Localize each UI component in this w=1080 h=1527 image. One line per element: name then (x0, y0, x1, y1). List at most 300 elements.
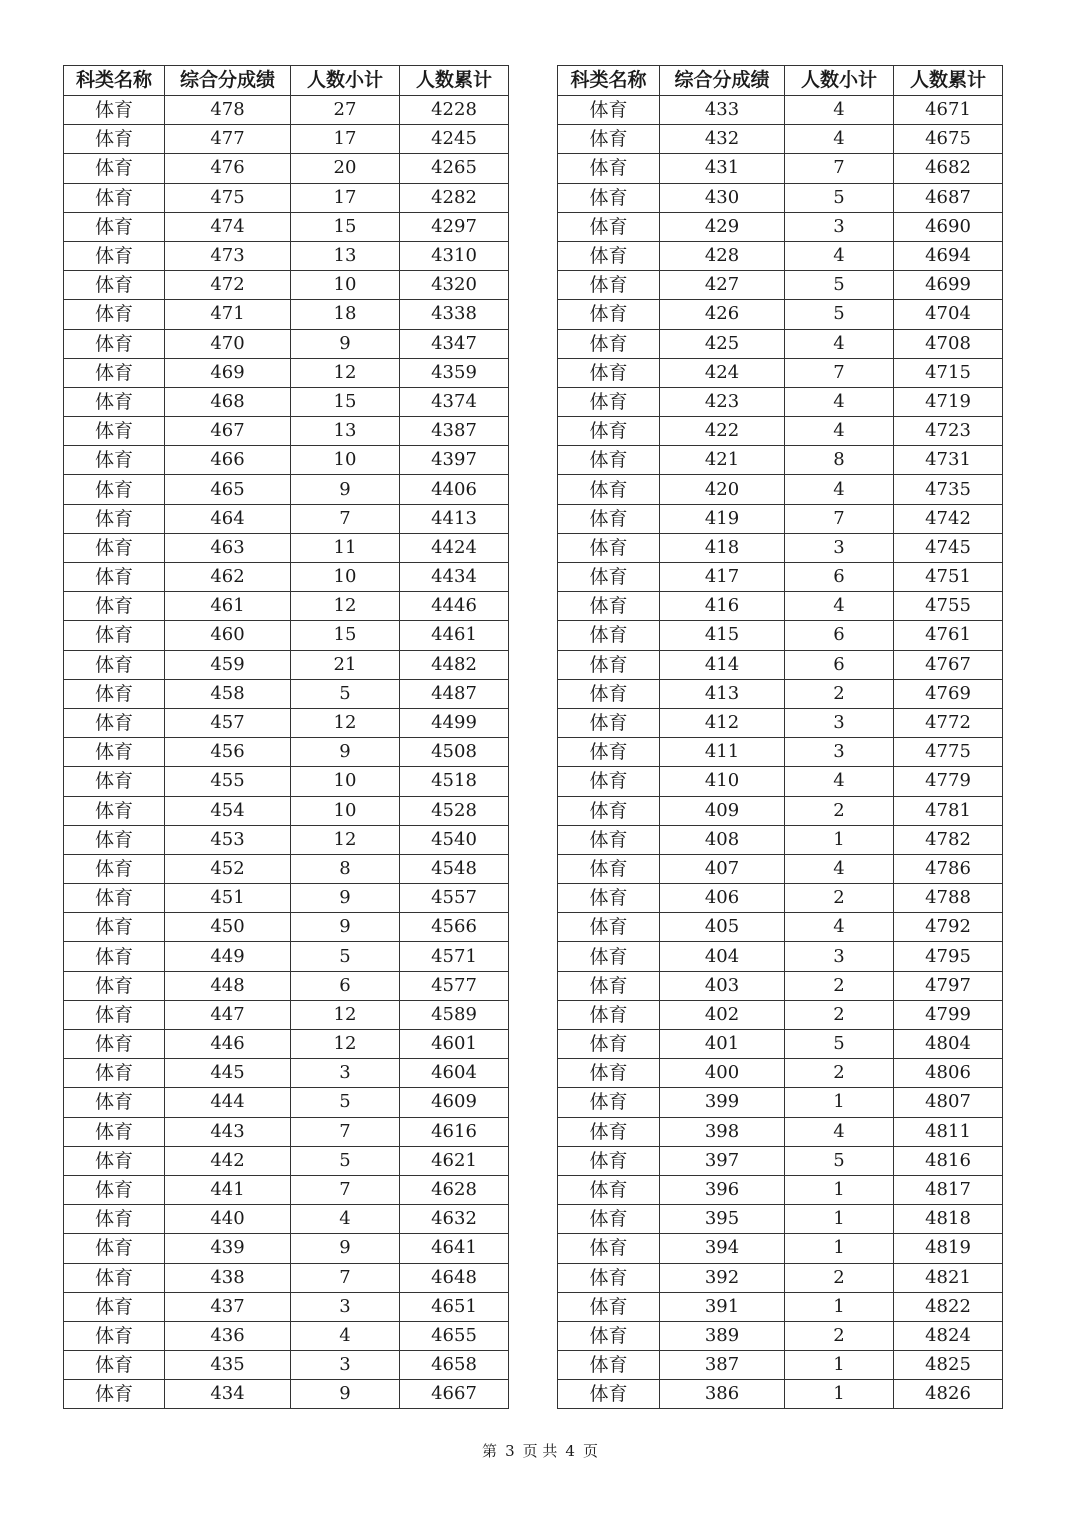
table-row (64, 329, 509, 358)
cell-cumulative: 4682 (894, 154, 1003, 183)
cell-category: 体育 (558, 1321, 660, 1350)
table-row (558, 358, 1003, 387)
cell-category: 体育 (558, 1234, 660, 1263)
table-row (558, 1059, 1003, 1088)
cell-score: 458 (165, 679, 291, 708)
table-row (64, 125, 509, 154)
cell-category: 体育 (558, 854, 660, 883)
cell-count: 12 (291, 358, 400, 387)
cell-cumulative: 4804 (894, 1030, 1003, 1059)
cell-category: 体育 (558, 971, 660, 1000)
cell-score: 431 (660, 154, 785, 183)
cell-cumulative: 4687 (894, 183, 1003, 212)
cell-category: 体育 (558, 533, 660, 562)
table-row (64, 913, 509, 942)
cell-count: 7 (785, 358, 894, 387)
cell-count: 7 (291, 1117, 400, 1146)
cell-score: 398 (660, 1117, 785, 1146)
cell-score: 475 (165, 183, 291, 212)
cell-count: 5 (785, 1146, 894, 1175)
cell-count: 1 (785, 1292, 894, 1321)
cell-category: 体育 (558, 96, 660, 125)
cell-category: 体育 (64, 183, 165, 212)
cell-category: 体育 (558, 1292, 660, 1321)
cell-count: 7 (291, 504, 400, 533)
table-header-row (64, 66, 509, 96)
table-row (64, 1175, 509, 1204)
cell-category: 体育 (558, 417, 660, 446)
table-row (558, 825, 1003, 854)
cell-category: 体育 (558, 796, 660, 825)
cell-score: 437 (165, 1292, 291, 1321)
header-count: 人数小计 (291, 66, 400, 96)
cell-cumulative: 4667 (400, 1380, 509, 1409)
table-row (558, 942, 1003, 971)
cell-category: 体育 (558, 1175, 660, 1204)
cell-category: 体育 (558, 329, 660, 358)
cell-cumulative: 4824 (894, 1321, 1003, 1350)
table-row (64, 1059, 509, 1088)
cell-score: 439 (165, 1234, 291, 1263)
cell-count: 12 (291, 825, 400, 854)
cell-category: 体育 (558, 504, 660, 533)
cell-cumulative: 4609 (400, 1088, 509, 1117)
cell-count: 7 (291, 1175, 400, 1204)
table-header-row (558, 66, 1003, 96)
cell-count: 10 (291, 446, 400, 475)
cell-score: 466 (165, 446, 291, 475)
cell-score: 478 (165, 96, 291, 125)
cell-category: 体育 (558, 387, 660, 416)
cell-category: 体育 (64, 1175, 165, 1204)
cell-score: 407 (660, 854, 785, 883)
cell-count: 6 (785, 650, 894, 679)
table-row (558, 241, 1003, 270)
cell-score: 438 (165, 1263, 291, 1292)
cell-score: 396 (660, 1175, 785, 1204)
table-row (558, 1321, 1003, 1350)
cell-cumulative: 4518 (400, 767, 509, 796)
table-row (558, 679, 1003, 708)
cell-score: 465 (165, 475, 291, 504)
cell-count: 1 (785, 1234, 894, 1263)
cell-count: 1 (785, 1351, 894, 1380)
cell-cumulative: 4818 (894, 1205, 1003, 1234)
cell-score: 425 (660, 329, 785, 358)
cell-score: 433 (660, 96, 785, 125)
cell-score: 457 (165, 708, 291, 737)
cell-cumulative: 4817 (894, 1175, 1003, 1204)
cell-category: 体育 (64, 563, 165, 592)
table-row (558, 592, 1003, 621)
cell-count: 6 (291, 971, 400, 1000)
cell-cumulative: 4767 (894, 650, 1003, 679)
cell-score: 426 (660, 300, 785, 329)
cell-score: 459 (165, 650, 291, 679)
table-row (558, 563, 1003, 592)
cell-count: 15 (291, 621, 400, 650)
footer-suffix: 页 (582, 1442, 598, 1460)
cell-score: 452 (165, 854, 291, 883)
table-row (558, 125, 1003, 154)
cell-category: 体育 (558, 738, 660, 767)
cell-score: 456 (165, 738, 291, 767)
cell-category: 体育 (558, 1088, 660, 1117)
cell-category: 体育 (64, 592, 165, 621)
cell-score: 406 (660, 884, 785, 913)
cell-cumulative: 4772 (894, 708, 1003, 737)
cell-count: 6 (785, 621, 894, 650)
cell-cumulative: 4359 (400, 358, 509, 387)
table-row (558, 884, 1003, 913)
cell-score: 445 (165, 1059, 291, 1088)
table-row (64, 942, 509, 971)
cell-score: 410 (660, 767, 785, 796)
cell-count: 9 (291, 913, 400, 942)
cell-cumulative: 4548 (400, 854, 509, 883)
cell-score: 467 (165, 417, 291, 446)
cell-score: 389 (660, 1321, 785, 1350)
cell-cumulative: 4282 (400, 183, 509, 212)
cell-score: 387 (660, 1351, 785, 1380)
cell-score: 442 (165, 1146, 291, 1175)
cell-score: 397 (660, 1146, 785, 1175)
table-row (64, 241, 509, 270)
header-category: 科类名称 (558, 66, 660, 96)
table-row (558, 971, 1003, 1000)
cell-score: 427 (660, 271, 785, 300)
table-row (558, 1146, 1003, 1175)
cell-category: 体育 (558, 1263, 660, 1292)
cell-category: 体育 (558, 708, 660, 737)
cell-score: 386 (660, 1380, 785, 1409)
table-row (64, 738, 509, 767)
cell-count: 1 (785, 1380, 894, 1409)
cell-cumulative: 4487 (400, 679, 509, 708)
cell-category: 体育 (64, 708, 165, 737)
cell-count: 5 (785, 300, 894, 329)
cell-count: 4 (291, 1321, 400, 1350)
cell-score: 473 (165, 241, 291, 270)
cell-score: 416 (660, 592, 785, 621)
table-row (558, 154, 1003, 183)
cell-cumulative: 4658 (400, 1351, 509, 1380)
cell-cumulative: 4781 (894, 796, 1003, 825)
table-row (558, 1380, 1003, 1409)
footer-total-pages: 4 (565, 1442, 575, 1460)
cell-count: 2 (785, 1000, 894, 1029)
cell-cumulative: 4704 (894, 300, 1003, 329)
cell-score: 422 (660, 417, 785, 446)
cell-category: 体育 (64, 1234, 165, 1263)
cell-score: 434 (165, 1380, 291, 1409)
cell-category: 体育 (558, 241, 660, 270)
cell-category: 体育 (558, 475, 660, 504)
cell-cumulative: 4799 (894, 1000, 1003, 1029)
cell-score: 476 (165, 154, 291, 183)
cell-cumulative: 4641 (400, 1234, 509, 1263)
cell-category: 体育 (64, 387, 165, 416)
cell-cumulative: 4601 (400, 1030, 509, 1059)
cell-cumulative: 4297 (400, 212, 509, 241)
cell-count: 1 (785, 1088, 894, 1117)
cell-score: 453 (165, 825, 291, 854)
cell-score: 404 (660, 942, 785, 971)
cell-cumulative: 4604 (400, 1059, 509, 1088)
cell-count: 2 (785, 679, 894, 708)
cell-cumulative: 4699 (894, 271, 1003, 300)
cell-category: 体育 (64, 300, 165, 329)
cell-count: 2 (785, 884, 894, 913)
cell-cumulative: 4424 (400, 533, 509, 562)
cell-count: 5 (785, 1030, 894, 1059)
cell-score: 447 (165, 1000, 291, 1029)
table-row (558, 1234, 1003, 1263)
cell-score: 430 (660, 183, 785, 212)
cell-cumulative: 4782 (894, 825, 1003, 854)
cell-score: 462 (165, 563, 291, 592)
cell-cumulative: 4821 (894, 1263, 1003, 1292)
table-row (64, 300, 509, 329)
cell-score: 468 (165, 387, 291, 416)
cell-count: 4 (785, 767, 894, 796)
cell-count: 21 (291, 650, 400, 679)
footer-page-number: 3 (505, 1442, 515, 1460)
cell-cumulative: 4397 (400, 446, 509, 475)
cell-count: 3 (291, 1059, 400, 1088)
table-row (558, 708, 1003, 737)
cell-category: 体育 (64, 854, 165, 883)
cell-score: 413 (660, 679, 785, 708)
cell-category: 体育 (64, 533, 165, 562)
table-row (64, 358, 509, 387)
cell-count: 1 (785, 825, 894, 854)
cell-category: 体育 (558, 942, 660, 971)
cell-score: 474 (165, 212, 291, 241)
table-row (558, 300, 1003, 329)
cell-cumulative: 4807 (894, 1088, 1003, 1117)
cell-category: 体育 (558, 1205, 660, 1234)
table-row (558, 854, 1003, 883)
cell-count: 7 (785, 154, 894, 183)
table-row (64, 621, 509, 650)
cell-category: 体育 (64, 1263, 165, 1292)
table-row (64, 679, 509, 708)
header-cumulative: 人数累计 (400, 66, 509, 96)
cell-count: 17 (291, 125, 400, 154)
cell-count: 2 (785, 1059, 894, 1088)
cell-category: 体育 (64, 271, 165, 300)
table-row (558, 1292, 1003, 1321)
cell-cumulative: 4446 (400, 592, 509, 621)
table-row (558, 271, 1003, 300)
cell-score: 472 (165, 271, 291, 300)
cell-category: 体育 (64, 650, 165, 679)
cell-count: 12 (291, 592, 400, 621)
cell-cumulative: 4806 (894, 1059, 1003, 1088)
cell-score: 435 (165, 1351, 291, 1380)
cell-cumulative: 4338 (400, 300, 509, 329)
cell-count: 12 (291, 1000, 400, 1029)
cell-count: 4 (291, 1205, 400, 1234)
cell-score: 455 (165, 767, 291, 796)
table-row (64, 1030, 509, 1059)
cell-score: 415 (660, 621, 785, 650)
cell-cumulative: 4265 (400, 154, 509, 183)
table-row (64, 650, 509, 679)
cell-score: 418 (660, 533, 785, 562)
cell-category: 体育 (558, 679, 660, 708)
cell-count: 5 (785, 183, 894, 212)
cell-count: 13 (291, 241, 400, 270)
cell-category: 体育 (64, 329, 165, 358)
cell-category: 体育 (64, 154, 165, 183)
cell-count: 10 (291, 563, 400, 592)
cell-cumulative: 4786 (894, 854, 1003, 883)
cell-cumulative: 4755 (894, 592, 1003, 621)
cell-count: 2 (785, 796, 894, 825)
header-score: 综合分成绩 (660, 66, 785, 96)
table-row (64, 1321, 509, 1350)
cell-category: 体育 (558, 300, 660, 329)
cell-category: 体育 (558, 884, 660, 913)
cell-score: 424 (660, 358, 785, 387)
cell-cumulative: 4374 (400, 387, 509, 416)
cell-category: 体育 (64, 738, 165, 767)
cell-count: 7 (291, 1263, 400, 1292)
cell-count: 9 (291, 884, 400, 913)
cell-score: 414 (660, 650, 785, 679)
cell-count: 4 (785, 475, 894, 504)
cell-score: 446 (165, 1030, 291, 1059)
cell-count: 13 (291, 417, 400, 446)
table-row (558, 1000, 1003, 1029)
table-row (558, 913, 1003, 942)
cell-category: 体育 (64, 679, 165, 708)
cell-category: 体育 (64, 1146, 165, 1175)
cell-count: 18 (291, 300, 400, 329)
table-row (558, 1205, 1003, 1234)
cell-category: 体育 (64, 504, 165, 533)
cell-cumulative: 4320 (400, 271, 509, 300)
table-row (64, 271, 509, 300)
cell-category: 体育 (558, 271, 660, 300)
cell-cumulative: 4735 (894, 475, 1003, 504)
cell-score: 408 (660, 825, 785, 854)
table-row (558, 1117, 1003, 1146)
cell-cumulative: 4825 (894, 1351, 1003, 1380)
cell-score: 411 (660, 738, 785, 767)
cell-cumulative: 4797 (894, 971, 1003, 1000)
cell-score: 419 (660, 504, 785, 533)
page-footer (0, 1440, 1080, 1461)
cell-count: 15 (291, 387, 400, 416)
cell-cumulative: 4795 (894, 942, 1003, 971)
cell-category: 体育 (64, 1117, 165, 1146)
cell-category: 体育 (64, 884, 165, 913)
cell-category: 体育 (64, 942, 165, 971)
cell-score: 450 (165, 913, 291, 942)
table-row (64, 387, 509, 416)
cell-count: 1 (785, 1205, 894, 1234)
table-row (64, 708, 509, 737)
cell-category: 体育 (558, 1380, 660, 1409)
cell-count: 8 (291, 854, 400, 883)
cell-score: 412 (660, 708, 785, 737)
cell-score: 392 (660, 1263, 785, 1292)
cell-cumulative: 4628 (400, 1175, 509, 1204)
cell-score: 449 (165, 942, 291, 971)
table-row (558, 446, 1003, 475)
cell-cumulative: 4508 (400, 738, 509, 767)
cell-category: 体育 (558, 1117, 660, 1146)
cell-category: 体育 (64, 417, 165, 446)
cell-score: 443 (165, 1117, 291, 1146)
cell-category: 体育 (558, 446, 660, 475)
table-row (64, 563, 509, 592)
table-row (558, 96, 1003, 125)
cell-category: 体育 (64, 125, 165, 154)
cell-cumulative: 4742 (894, 504, 1003, 533)
cell-cumulative: 4310 (400, 241, 509, 270)
cell-cumulative: 4655 (400, 1321, 509, 1350)
cell-category: 体育 (64, 1380, 165, 1409)
cell-count: 20 (291, 154, 400, 183)
footer-middle: 页 共 (522, 1442, 558, 1460)
cell-cumulative: 4745 (894, 533, 1003, 562)
cell-count: 3 (291, 1292, 400, 1321)
cell-count: 7 (785, 504, 894, 533)
table-row (558, 533, 1003, 562)
cell-score: 461 (165, 592, 291, 621)
cell-score: 451 (165, 884, 291, 913)
cell-cumulative: 4621 (400, 1146, 509, 1175)
cell-category: 体育 (558, 1030, 660, 1059)
cell-score: 444 (165, 1088, 291, 1117)
header-score: 综合分成绩 (165, 66, 291, 96)
cell-category: 体育 (64, 913, 165, 942)
cell-count: 4 (785, 329, 894, 358)
table-row (64, 1117, 509, 1146)
cell-cumulative: 4571 (400, 942, 509, 971)
table-row (64, 504, 509, 533)
cell-cumulative: 4723 (894, 417, 1003, 446)
cell-category: 体育 (64, 96, 165, 125)
cell-category: 体育 (64, 1059, 165, 1088)
cell-score: 441 (165, 1175, 291, 1204)
table-row (64, 212, 509, 241)
cell-cumulative: 4347 (400, 329, 509, 358)
cell-score: 463 (165, 533, 291, 562)
cell-category: 体育 (558, 592, 660, 621)
cell-score: 470 (165, 329, 291, 358)
cell-count: 2 (785, 1321, 894, 1350)
header-cumulative: 人数累计 (894, 66, 1003, 96)
cell-count: 17 (291, 183, 400, 212)
cell-category: 体育 (558, 1059, 660, 1088)
cell-count: 3 (785, 738, 894, 767)
table-row (558, 738, 1003, 767)
table-row (558, 650, 1003, 679)
cell-count: 12 (291, 1030, 400, 1059)
table-row (558, 1263, 1003, 1292)
table-row (64, 971, 509, 1000)
table-row (558, 329, 1003, 358)
cell-category: 体育 (558, 1000, 660, 1029)
cell-score: 405 (660, 913, 785, 942)
cell-score: 394 (660, 1234, 785, 1263)
cell-count: 4 (785, 96, 894, 125)
